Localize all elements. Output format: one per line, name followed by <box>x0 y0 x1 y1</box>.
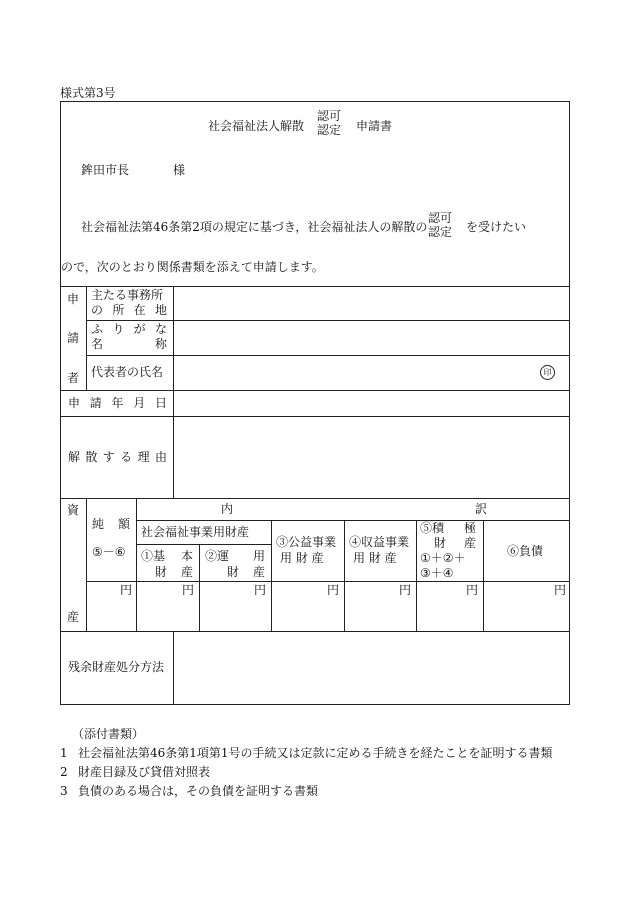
dissolution-reason-label: 解 散 す る 理 由 <box>68 450 167 464</box>
applicant-side-char-3: 者 <box>67 371 80 385</box>
body-line-1: 社会福祉法第46条第2項の規定に基づき，社会福祉法人の解散の <box>81 220 428 234</box>
body-option-stack <box>428 211 452 239</box>
seal-icon: 印 <box>540 365 555 380</box>
representative-label: 代表者の氏名 <box>91 365 164 379</box>
title-option-certification: 認定 <box>317 123 342 137</box>
yen-public-business: 円 <box>327 583 340 597</box>
application-date-field[interactable] <box>174 391 569 416</box>
net-amount-formula: ⑤－⑥ <box>92 545 126 559</box>
profit-business-label-2: 用 財 産 <box>353 551 397 565</box>
name-label: 名 称 <box>91 337 167 351</box>
basic-property-label-1: ①基 本 <box>141 549 193 563</box>
liabilities-label: ⑥負債 <box>507 544 544 558</box>
assets-side-top: 資 <box>67 503 80 517</box>
body-option-approval: 認可 <box>428 211 453 225</box>
application-form <box>60 101 570 705</box>
yen-positive-property: 円 <box>466 583 479 597</box>
body-line-1-end: を受けたい <box>466 220 527 234</box>
yen-net-amount: 円 <box>120 583 133 597</box>
form-title-suffix: 申請書 <box>356 119 393 133</box>
attachment-item-2: 2 財産目録及び貸借対照表 <box>60 765 211 779</box>
addressee-honorific: 様 <box>173 163 186 177</box>
attachment-item-3: 3 負債のある場合は，その負債を証明する書類 <box>60 784 319 798</box>
body-line-2: ので，次のとおり関係書類を添えて申請します。 <box>61 260 324 274</box>
form-title: 社会福祉法人解散 <box>208 119 305 133</box>
title-option-approval: 認可 <box>317 109 342 123</box>
positive-property-label-2: 財 産 <box>434 536 476 550</box>
positive-property-formula-1: ①＋②＋ <box>420 551 466 565</box>
dissolution-reason-field[interactable] <box>174 417 569 498</box>
attachment-item-1: 1 社会福祉法第46条第1項第1号の手続又は定款に定める手続きを経たことを証明する書類 <box>60 746 553 760</box>
applicant-side-char-2: 請 <box>67 331 80 345</box>
corporation-name-field[interactable] <box>174 321 569 355</box>
representative-name-field[interactable] <box>174 356 569 390</box>
office-address-field[interactable] <box>174 287 569 320</box>
title-option-stack <box>317 109 341 137</box>
basic-property-label-2: 財 産 <box>155 565 193 579</box>
form-number: 様式第3号 <box>60 86 116 100</box>
yen-operating-property: 円 <box>254 583 267 597</box>
welfare-property-header: 社会福祉事業用財産 <box>141 525 250 539</box>
operating-property-label-1: ②運 用 <box>205 549 265 563</box>
positive-property-label-1: ⑤積 極 <box>420 521 476 535</box>
furigana-label: ふ り が な <box>91 322 167 336</box>
public-business-label-2: 用 財 産 <box>280 551 324 565</box>
public-business-label-1: ③公益事業 <box>276 535 337 549</box>
breakdown-header-right: 訳 <box>475 502 488 516</box>
yen-basic-property: 円 <box>182 583 195 597</box>
residual-property-field[interactable] <box>174 632 569 704</box>
yen-liabilities: 円 <box>554 583 567 597</box>
yen-profit-business: 円 <box>399 583 412 597</box>
attachments-notes <box>60 725 553 801</box>
residual-property-label: 残余財産処分方法 <box>68 660 165 674</box>
profit-business-label-1: ④収益事業 <box>349 535 410 549</box>
net-amount-label: 純 額 <box>92 517 130 531</box>
office-label-line-1: 主たる事務所 <box>91 288 164 302</box>
addressee-name: 鉾田市長 <box>81 163 130 177</box>
applicant-side-char-1: 申 <box>67 292 80 306</box>
application-date-label: 申 請 年 月 日 <box>68 396 167 410</box>
breakdown-header-left: 内 <box>221 502 234 516</box>
assets-side-bottom: 産 <box>67 610 80 624</box>
office-label-line-2: の 所 在 地 <box>91 303 167 317</box>
positive-property-formula-2: ③＋④ <box>420 566 454 580</box>
attachments-heading: （添付書類） <box>72 727 145 741</box>
operating-property-label-2: 財 産 <box>227 565 265 579</box>
body-option-certification: 認定 <box>428 225 453 239</box>
